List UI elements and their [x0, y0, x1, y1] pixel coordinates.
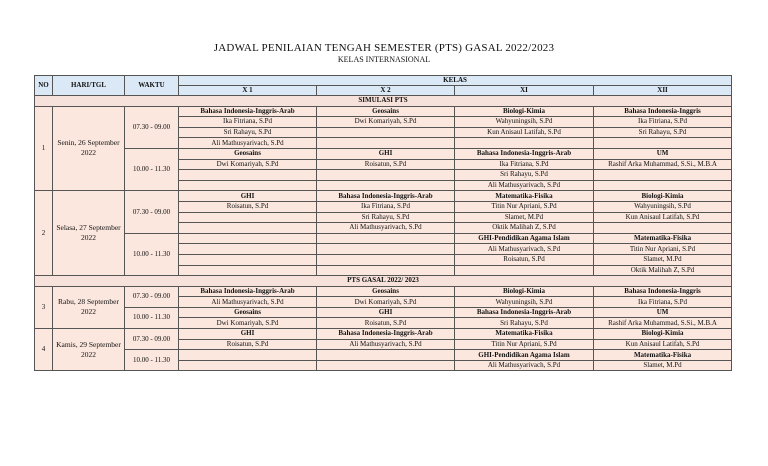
- header-hari: HARI/TGL: [53, 76, 125, 96]
- teacher-cell: [317, 180, 455, 191]
- teacher-cell: Kun Anisaul Latifah, S.Pd: [455, 127, 594, 138]
- time-slot-late: 10.00 - 11.30: [125, 148, 179, 190]
- teacher-cell: Wahyuningsih, S.Pd: [594, 201, 732, 212]
- teacher-cell: Rashif Arka Muhammad, S.Si., M.B.A: [594, 318, 732, 329]
- teacher-cell: Sri Rahayu, S.Pd: [455, 318, 594, 329]
- teacher-cell: Titin Nur Apriani, S.Pd: [455, 201, 594, 212]
- teacher-cell: Ika Fitriana, S.Pd: [179, 117, 317, 128]
- subject-cell: Bahasa Indonesia-Inggris: [594, 286, 732, 297]
- teacher-cell: Slamet, M.Pd: [594, 360, 732, 371]
- time-slot-late: 10.00 - 11.30: [125, 307, 179, 328]
- subject-cell: Bahasa Indonesia-Inggris-Arab: [455, 148, 594, 159]
- teacher-cell: Ali Mathusyarivach, S.Pd: [317, 339, 455, 350]
- teacher-cell: Sri Rahayu, S.Pd: [317, 212, 455, 223]
- teacher-cell: [317, 138, 455, 149]
- teacher-cell: Roisatun, S.Pd: [179, 339, 317, 350]
- header-waktu: WAKTU: [125, 76, 179, 96]
- day-number: 1: [35, 106, 53, 191]
- day-date: Selasa, 27 September 2022: [53, 191, 125, 276]
- table-row: [35, 191, 732, 202]
- teacher-cell: [179, 180, 317, 191]
- table-row: [35, 307, 732, 318]
- page-subtitle: KELAS INTERNASIONAL: [337, 55, 431, 64]
- teacher-cell: Titin Nur Apriani, S.Pd: [594, 244, 732, 255]
- subject-cell: Geosains: [179, 307, 317, 318]
- subject-cell: Bahasa Indonesia-Inggris-Arab: [179, 106, 317, 117]
- teacher-cell: Ali Mathusyarivach, S.Pd: [455, 244, 594, 255]
- teacher-cell: Ali Mathusyarivach, S.Pd: [317, 223, 455, 234]
- teacher-cell: Ali Mathusyarivach, S.Pd: [179, 297, 317, 308]
- header-kelas: KELAS: [179, 76, 732, 86]
- subject-cell: GHI: [179, 329, 317, 340]
- teacher-cell: Rashif Arka Muhammad, S.Si., M.B.A: [594, 159, 732, 170]
- subject-cell: UM: [594, 148, 732, 159]
- schedule-table: [34, 75, 732, 371]
- section-pts: PTS GASAL 2022/ 2023: [35, 276, 732, 287]
- page-title: JADWAL PENILAIAN TENGAH SEMESTER (PTS) GASAL 2022/2023: [213, 42, 555, 54]
- table-row: [35, 233, 732, 244]
- teacher-cell: Roisatun, S.Pd: [317, 318, 455, 329]
- table-row: [35, 329, 732, 340]
- teacher-cell: [317, 254, 455, 265]
- teacher-cell: [455, 138, 594, 149]
- section-simulasi: SIMULASI PTS: [35, 96, 732, 107]
- teacher-cell: Dwi Komariyah, S.Pd: [179, 318, 317, 329]
- time-slot-late: 10.00 - 11.30: [125, 350, 179, 371]
- table-row: [35, 286, 732, 297]
- teacher-cell: Ika Fitriana, S.Pd: [594, 297, 732, 308]
- table-row: [35, 106, 732, 117]
- time-slot-morning: 07.30 - 09.00: [125, 286, 179, 307]
- teacher-cell: Oktik Malihah Z, S.Pd: [455, 223, 594, 234]
- time-slot-morning: 07.30 - 09.00: [125, 106, 179, 148]
- day-number: 2: [35, 191, 53, 276]
- teacher-cell: [594, 170, 732, 181]
- header-no: NO: [35, 76, 53, 96]
- subject-cell: Matematika-Fisika: [594, 233, 732, 244]
- teacher-cell: Ali Mathusyarivach, S.Pd: [179, 138, 317, 149]
- teacher-cell: Slamet, M.Pd: [594, 254, 732, 265]
- teacher-cell: Titin Nur Apriani, S.Pd: [455, 339, 594, 350]
- subject-cell: Geosains: [317, 106, 455, 117]
- teacher-cell: [317, 170, 455, 181]
- teacher-cell: Slamet, M.Pd: [455, 212, 594, 223]
- header-class-x1: X 1: [179, 86, 317, 96]
- subject-cell: Bahasa Indonesia-Inggris-Arab: [317, 329, 455, 340]
- subject-cell: GHI-Pendidikan Agama Islam: [455, 350, 594, 361]
- teacher-cell: [179, 265, 317, 276]
- teacher-cell: Sri Rahayu, S.Pd: [455, 170, 594, 181]
- header-class-xii: XII: [594, 86, 732, 96]
- teacher-cell: [179, 244, 317, 255]
- teacher-cell: [594, 180, 732, 191]
- time-slot-morning: 07.30 - 09.00: [125, 329, 179, 350]
- subject-cell: [317, 233, 455, 244]
- subject-cell: GHI: [317, 307, 455, 318]
- teacher-cell: [179, 212, 317, 223]
- subject-cell: GHI: [317, 148, 455, 159]
- teacher-cell: Wahyuningsih, S.Pd: [455, 297, 594, 308]
- subject-cell: GHI-Pendidikan Agama Islam: [455, 233, 594, 244]
- subject-cell: Biologi-Kimia: [455, 286, 594, 297]
- subject-cell: [179, 233, 317, 244]
- teacher-cell: [455, 265, 594, 276]
- teacher-cell: Ika Fitriana, S.Pd: [317, 201, 455, 212]
- subject-cell: UM: [594, 307, 732, 318]
- teacher-cell: [179, 360, 317, 371]
- header-class-xi: XI: [455, 86, 594, 96]
- subject-cell: Bahasa Indonesia-Inggris-Arab: [317, 191, 455, 202]
- teacher-cell: Sri Rahayu, S.Pd: [594, 127, 732, 138]
- teacher-cell: [317, 265, 455, 276]
- day-date: Senin, 26 September 2022: [53, 106, 125, 191]
- subject-cell: Matematika-Fisika: [455, 191, 594, 202]
- subject-cell: Biologi-Kimia: [594, 329, 732, 340]
- subject-cell: [317, 350, 455, 361]
- subject-cell: Bahasa Indonesia-Inggris: [594, 106, 732, 117]
- teacher-cell: Roisatun, S.Pd: [455, 254, 594, 265]
- subject-cell: [179, 350, 317, 361]
- teacher-cell: Ali Mathusyarivach, S.Pd: [455, 360, 594, 371]
- teacher-cell: Roisatun, S.Pd: [317, 159, 455, 170]
- teacher-cell: Dwi Komariyah, S.Pd: [317, 297, 455, 308]
- teacher-cell: [594, 223, 732, 234]
- subject-cell: Geosains: [179, 148, 317, 159]
- time-slot-late: 10.00 - 11.30: [125, 233, 179, 275]
- teacher-cell: [179, 254, 317, 265]
- subject-cell: Geosains: [317, 286, 455, 297]
- teacher-cell: Dwi Komariyah, S.Pd: [317, 117, 455, 128]
- teacher-cell: [179, 223, 317, 234]
- day-number: 4: [35, 329, 53, 371]
- day-date: Kamis, 29 September 2022: [53, 329, 125, 371]
- subject-cell: Bahasa Indonesia-Inggris-Arab: [179, 286, 317, 297]
- teacher-cell: Roisatun, S.Pd: [179, 201, 317, 212]
- teacher-cell: Oktik Malihah Z, S.Pd: [594, 265, 732, 276]
- teacher-cell: Wahyuningsih, S.Pd: [455, 117, 594, 128]
- time-slot-morning: 07.30 - 09.00: [125, 191, 179, 233]
- subject-cell: Matematika-Fisika: [594, 350, 732, 361]
- teacher-cell: [594, 138, 732, 149]
- subject-cell: Biologi-Kimia: [594, 191, 732, 202]
- teacher-cell: [179, 170, 317, 181]
- table-row: [35, 148, 732, 159]
- teacher-cell: Ika Fitriana, S.Pd: [594, 117, 732, 128]
- teacher-cell: Kun Anisaul Latifah, S.Pd: [594, 212, 732, 223]
- teacher-cell: Sri Rahayu, S.Pd: [179, 127, 317, 138]
- header-class-x2: X 2: [317, 86, 455, 96]
- teacher-cell: Ika Fitriana, S.Pd: [455, 159, 594, 170]
- day-number: 3: [35, 286, 53, 328]
- teacher-cell: Dwi Komariyah, S.Pd: [179, 159, 317, 170]
- teacher-cell: [317, 244, 455, 255]
- subject-cell: Biologi-Kimia: [455, 106, 594, 117]
- subject-cell: GHI: [179, 191, 317, 202]
- subject-cell: Matematika-Fisika: [455, 329, 594, 340]
- subject-cell: Bahasa Indonesia-Inggris-Arab: [455, 307, 594, 318]
- teacher-cell: [317, 360, 455, 371]
- teacher-cell: Ali Mathusyarivach, S.Pd: [455, 180, 594, 191]
- day-date: Rabu, 28 September 2022: [53, 286, 125, 328]
- table-row: [35, 350, 732, 361]
- teacher-cell: Kun Anisaul Latifah, S.Pd: [594, 339, 732, 350]
- teacher-cell: [317, 127, 455, 138]
